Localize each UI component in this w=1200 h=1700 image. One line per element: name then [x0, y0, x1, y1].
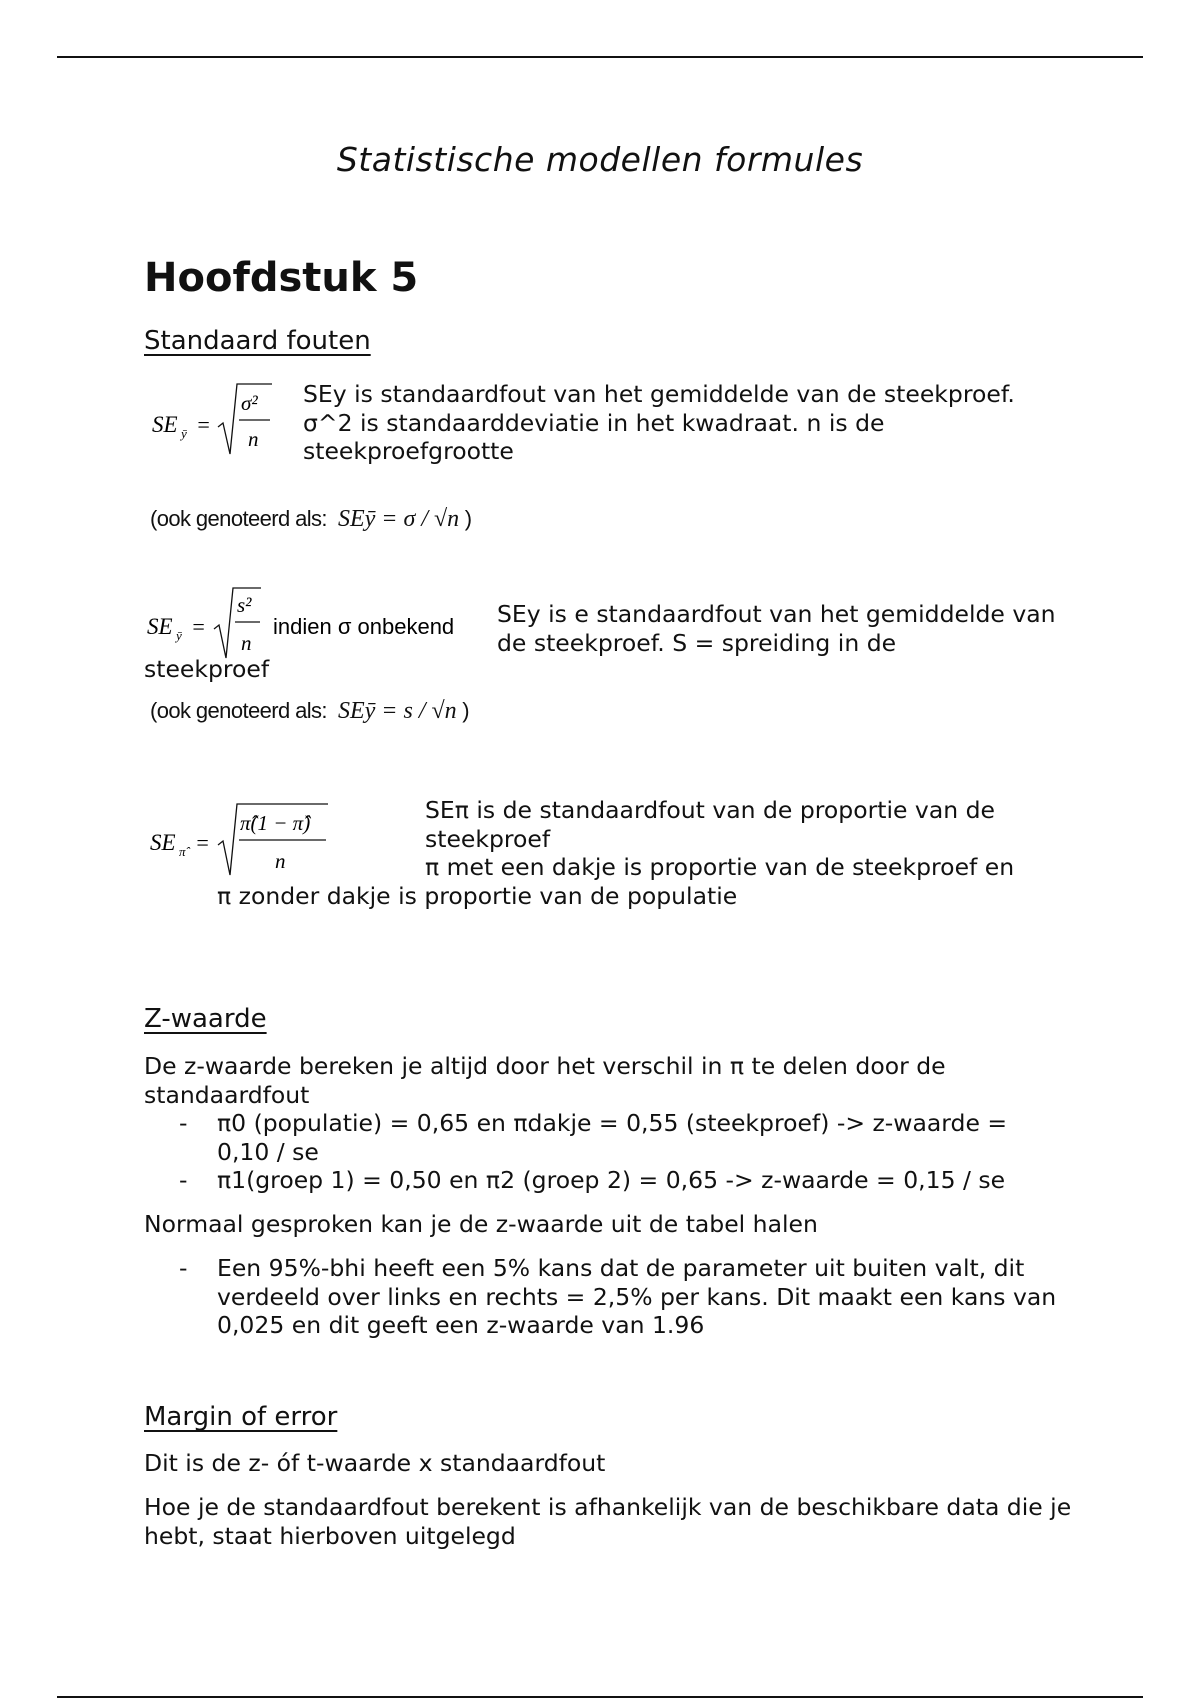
- formula3-description-line: π met een dakje is proportie van de steekproef en: [425, 853, 1015, 881]
- alt-note-close: ): [462, 698, 469, 723]
- formula-se-proportion: [148, 800, 338, 878]
- alt-formula: SEȳ = σ / √n: [337, 506, 460, 532]
- z-waarde-table-note: Normaal gesproken kan je de z-waarde uit de tabel halen: [144, 1210, 818, 1238]
- alt-formula: SEȳ = s / √n: [337, 698, 457, 724]
- formula-lhs: SE: [150, 830, 176, 855]
- formula3-description-line: SEπ is de standaardfout van de proportie van de: [425, 796, 995, 824]
- formula-subscript: ȳ: [176, 628, 182, 643]
- formula2-description-continued: steekproef: [144, 655, 270, 683]
- section-heading-z-waarde: Z-waarde: [144, 1004, 267, 1034]
- formula-denominator: n: [275, 849, 286, 873]
- list-item: - Een 95%-bhi heeft een 5% kans dat de parameter uit buiten valt, dit verdeeld over links en rechts = 2,5% per kans. Dit maakt een kans van 0,025 en dit geeft een z-waarde van 1.96: [144, 1254, 1064, 1340]
- formula-lhs: SE: [147, 614, 173, 639]
- formula-subscript: π̂: [179, 844, 186, 859]
- margin-of-error-line: Dit is de z- óf t-waarde x standaardfout: [144, 1449, 606, 1477]
- formula-numerator: σ²: [241, 391, 258, 415]
- formula-se-proportion-graphic: [148, 800, 338, 878]
- formula-equals: =: [191, 614, 206, 639]
- alt-note-label: (ook genoteerd als:: [150, 506, 327, 531]
- alt-note-close: ): [464, 506, 472, 531]
- formula1-alt-note: [150, 506, 471, 533]
- formula-se-mean-graphic: [150, 380, 280, 458]
- formula2-description: SEy is e standaardfout van het gemiddelde van de steekproef. S = spreiding in de: [497, 600, 1056, 657]
- formula2-alt-note: [150, 698, 469, 725]
- section-heading-standaard-fouten: Standaard fouten: [144, 326, 371, 356]
- formula-se-mean: [150, 380, 280, 458]
- list-item: - π0 (populatie) = 0,65 en πdakje = 0,55 (steekproef) -> z-waarde = 0,10 / se: [144, 1109, 1064, 1166]
- list-item: - π1(groep 1) = 0,50 en π2 (groep 2) = 0,65 -> z-waarde = 0,15 / se: [144, 1166, 1064, 1195]
- formula-se-mean-unknown-sigma: [145, 585, 485, 661]
- formula-lhs: SE: [152, 412, 178, 437]
- formula-numerator: s²: [237, 593, 252, 617]
- margin-of-error-explanation: Hoe je de standaardfout berekent is afhankelijk van de beschikbare data die je hebt, staat hierboven uitgelegd: [144, 1493, 1072, 1550]
- formula-denominator: n: [248, 427, 259, 451]
- formula3-description-line: π zonder dakje is proportie van de populatie: [217, 882, 738, 910]
- footer-rule: [57, 1696, 1143, 1698]
- formula-se-mean-unknown-sigma-graphic: [145, 585, 485, 661]
- document-title: Statistische modellen formules: [336, 140, 864, 179]
- formula3-description: [425, 796, 1105, 882]
- formula-denominator: n: [241, 631, 252, 655]
- alt-note-label: (ook genoteerd als:: [150, 698, 327, 723]
- z-waarde-examples: [144, 1109, 1064, 1195]
- z-waarde-intro: De z-waarde bereken je altijd door het verschil in π te delen door de standaardfout: [144, 1052, 946, 1109]
- formula-subscript: ȳ: [181, 426, 187, 441]
- formula-equals: =: [195, 830, 210, 855]
- formula1-description: SEy is standaardfout van het gemiddelde van de steekproef. σ^2 is standaarddeviatie in het kwadraat. n is de steekproefgrootte: [303, 380, 1015, 465]
- formula3-description-line: steekproef: [425, 824, 551, 853]
- formula-numerator: π̂(1 − π̂): [240, 811, 311, 835]
- formula-equals: =: [196, 412, 211, 437]
- chapter-heading: Hoofdstuk 5: [144, 255, 419, 301]
- header-rule: [57, 56, 1143, 58]
- formula-condition: indien σ onbekend: [273, 614, 455, 639]
- z-waarde-confidence-list: [144, 1254, 1064, 1340]
- section-heading-margin-of-error: Margin of error: [144, 1402, 338, 1432]
